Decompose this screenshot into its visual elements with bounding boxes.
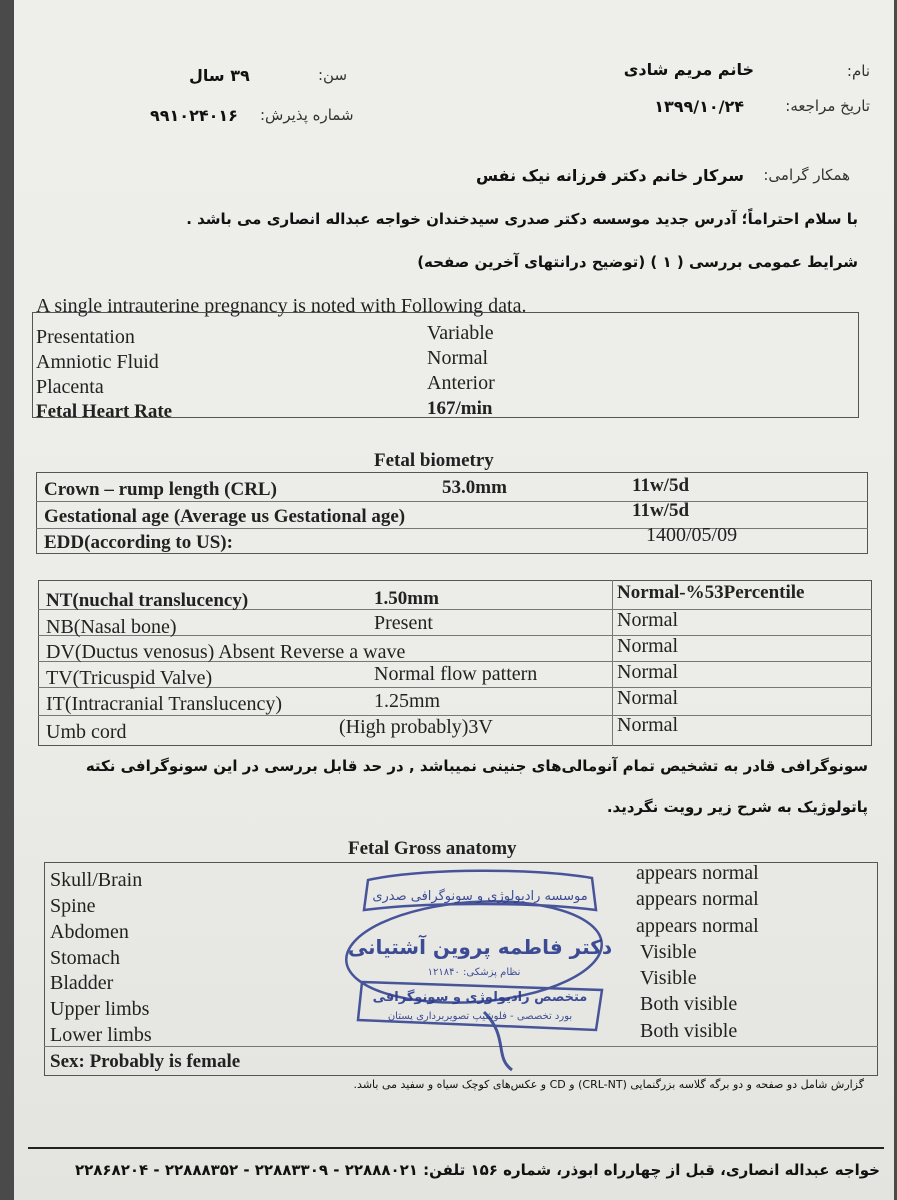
it-label: IT(Intracranial Translucency) [46, 693, 283, 715]
umb-status: Normal [617, 714, 679, 736]
tv-status: Normal [617, 661, 679, 683]
anatomy-value: Both visible [640, 993, 738, 1015]
edd-value: 1400/05/09 [646, 524, 738, 546]
it-status: Normal [617, 687, 679, 709]
pregnancy-value: Variable [427, 322, 494, 344]
anatomy-value: Visible [640, 941, 697, 963]
pregnancy-value: Anterior [427, 372, 495, 394]
pregnancy-intro: A single intrauterine pregnancy is noted with Following data. [36, 295, 527, 317]
anatomy-label: Skull/Brain [50, 869, 143, 891]
address-line: با سلام احتراماً؛ آدرس جدید موسسه دکتر صدری سیدخندان خواجه عبداله انصاری می باشد . [186, 210, 858, 228]
anatomy-value: appears normal [636, 862, 759, 884]
pregnancy-label: Amniotic Fluid [36, 351, 159, 373]
colleague-name: سرکار خانم دکتر فرزانه نیک نفس [475, 166, 744, 185]
dv-label: DV(Ductus venosus) Absent Reverse a wave [46, 641, 406, 663]
pregnancy-label: Presentation [36, 326, 135, 348]
pregnancy-label: Fetal Heart Rate [36, 401, 173, 422]
row-divider [36, 501, 868, 502]
stamp-institute: موسسه رادیولوژی و سونوگرافی صدری [372, 889, 588, 904]
nt-label: NT(nuchal translucency) [46, 590, 249, 611]
fetal-sex: Sex: Probably is female [50, 1051, 241, 1072]
anatomy-label: Stomach [50, 947, 120, 969]
dv-status: Normal [617, 635, 679, 657]
note-line-1: سونوگرافی قادر به تشخیص تمام آنومالی‌های جنینی نمیباشد , در حد قابل بررسی در این سونوگرافی نکته [85, 757, 868, 775]
ga-label: Gestational age (Average us Gestational age) [44, 506, 406, 527]
stamp-doctor: دکتر فاطمه پروین آشتیانی [347, 935, 613, 959]
tv-measure: Normal flow pattern [374, 663, 538, 685]
nt-measure: 1.50mm [374, 588, 439, 609]
row-divider [36, 528, 868, 529]
visit-date-label: تاریخ مراجعه: [785, 97, 870, 115]
footer-divider [28, 1147, 884, 1149]
umb-measure: (High probably)3V [339, 716, 493, 738]
report-page [14, 0, 894, 1200]
crl-label: Crown – rump length (CRL) [44, 479, 277, 500]
note-line-2: پاتولوژیک به شرح زیر رویت نگردید. [606, 798, 868, 816]
stamp-board: بورد تخصصی - فلوشیپ تصویربرداری پستان [387, 1011, 573, 1022]
edd-label: EDD(according to US): [44, 532, 233, 553]
name-label: نام: [846, 62, 870, 80]
stamp-specialty: متخصص رادیولوژی و سونوگرافی [372, 990, 588, 1005]
biometry-title: Fetal biometry [374, 450, 494, 471]
crl-measure: 53.0mm [442, 477, 507, 498]
admission-label: شماره پذیرش: [260, 106, 354, 124]
nb-label: NB(Nasal bone) [46, 616, 177, 638]
patient-name: خانم مریم شادی [623, 60, 754, 79]
ga-value: 11w/5d [632, 500, 690, 521]
conditions-line: شرایط عمومی بررسی ( ۱ ) (توضیح درانتهای آخرین صفحه) [417, 253, 858, 271]
it-measure: 1.25mm [374, 690, 441, 712]
nt-status: Normal-%53Percentile [617, 582, 805, 603]
anatomy-label: Lower limbs [50, 1024, 152, 1046]
pregnancy-value: Normal [427, 347, 489, 369]
official-stamp [334, 862, 624, 1072]
anatomy-label: Upper limbs [50, 998, 150, 1020]
anatomy-title: Fetal Gross anatomy [348, 838, 517, 859]
footer-address: خواجه عبداله انصاری، قبل از چهارراه ابوذر، شماره ۱۵۶ تلفن: ۲۲۸۸۸۰۲۱ - ۲۲۸۸۳۳۰۹ - ۲۲۸۸۸۳۵۲ - ۲۲۸۶۸۲۰۴ [74, 1161, 880, 1179]
column-divider [612, 580, 613, 746]
age-label: سن: [318, 66, 348, 84]
pregnancy-value: 167/min [427, 398, 493, 419]
anatomy-label: Bladder [50, 972, 114, 994]
umb-label: Umb cord [46, 721, 127, 743]
patient-age: ۳۹ سال [189, 66, 250, 85]
anatomy-value: appears normal [636, 915, 759, 937]
tv-label: TV(Tricuspid Valve) [46, 667, 213, 689]
anatomy-value: appears normal [636, 888, 759, 910]
colleague-label: همکار گرامی: [763, 166, 850, 184]
anatomy-value: Both visible [640, 1020, 738, 1042]
anatomy-value: Visible [640, 967, 697, 989]
anatomy-label: Abdomen [50, 921, 129, 943]
pregnancy-label: Placenta [36, 376, 104, 398]
visit-date: ۱۳۹۹/۱۰/۲۴ [654, 97, 744, 116]
report-note: گزارش شامل دو صفحه و دو برگه گلاسه بزرگنمایی (CRL-NT) و CD و عکس‌های کوچک سیاه و سفید می باشد. [353, 1078, 864, 1091]
nb-status: Normal [617, 609, 679, 631]
stamp-license: نظام پزشکی: ۱۲۱۸۴۰ [427, 967, 521, 978]
nb-measure: Present [374, 612, 433, 634]
crl-age: 11w/5d [632, 475, 690, 496]
anatomy-label: Spine [50, 895, 96, 917]
admission-number: ۹۹۱۰۲۴۰۱۶ [150, 106, 238, 125]
